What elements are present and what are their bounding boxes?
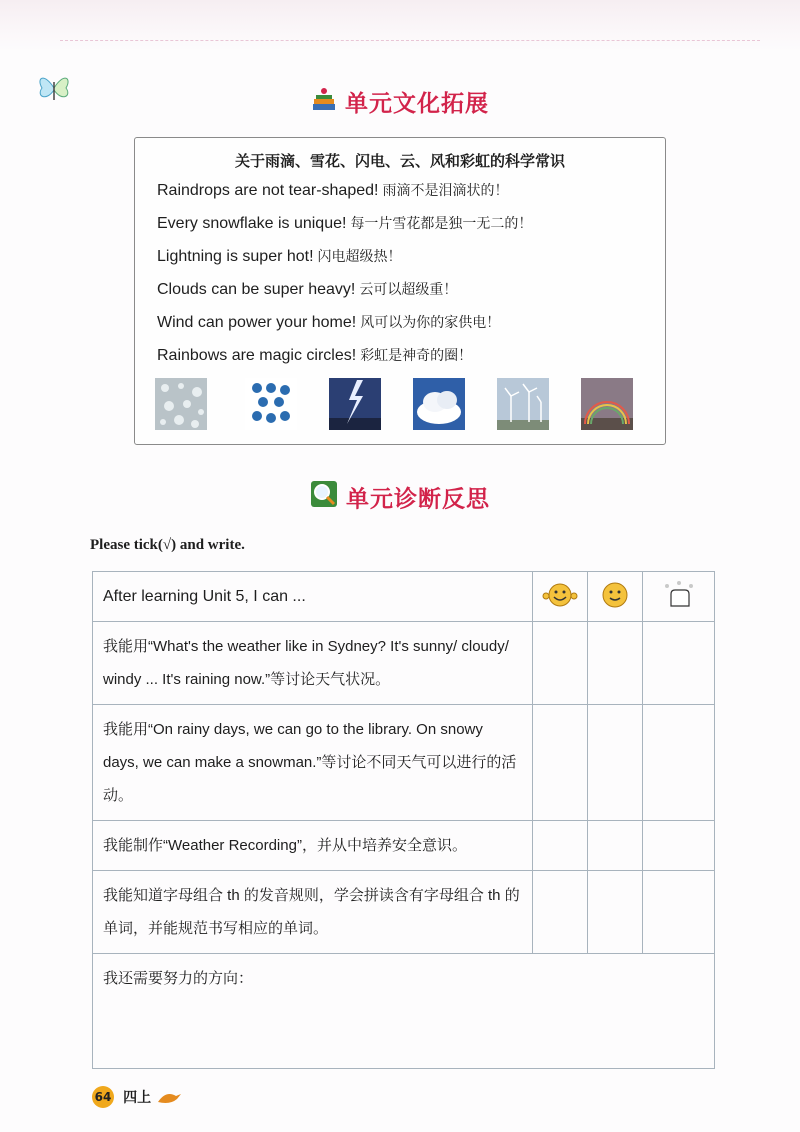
clouds-photo <box>413 378 465 430</box>
row-3-tick-try-harder[interactable] <box>643 821 715 871</box>
culture-heading: 单元文化拓展 <box>0 85 800 118</box>
try-harder-hand-icon <box>659 580 699 610</box>
rating-header-try-harder <box>643 572 715 622</box>
row-2-tick-good[interactable] <box>588 705 643 821</box>
grade-label: 四上 <box>123 1090 152 1106</box>
row-3-tick-excellent[interactable] <box>533 821 588 871</box>
culture-facts-box <box>134 137 666 445</box>
improvement-row <box>93 954 715 1069</box>
row-2-tick-try-harder[interactable] <box>643 705 715 821</box>
table-row <box>93 622 715 705</box>
excellent-face-icon <box>542 580 578 610</box>
row-4-tick-excellent[interactable] <box>533 871 588 954</box>
good-face-icon <box>600 580 630 610</box>
magnifier-icon <box>310 480 338 514</box>
diagnosis-heading: 单元诊断反思 <box>0 480 800 514</box>
row-1-tick-good[interactable] <box>588 622 643 705</box>
row-3-tick-good[interactable] <box>588 821 643 871</box>
row-3-description: 我能制作“Weather Recording”，并从中培养安全意识。 <box>93 821 533 871</box>
fact-rainbows: Rainbows are magic circles! 彩虹是神奇的圈！ <box>157 347 473 364</box>
culture-facts-title: 关于雨滴、雪花、闪电、云、风和彩虹的科学常识 <box>234 152 565 170</box>
fact-raindrops: Raindrops are not tear-shaped! 雨滴不是泪滴状的！ <box>157 182 509 199</box>
table-row <box>93 871 715 954</box>
books-icon <box>311 86 337 118</box>
lightning-photo <box>329 378 381 430</box>
raindrops-photo <box>155 378 207 430</box>
rainbow-photo <box>581 378 633 430</box>
table-row <box>93 821 715 871</box>
row-2-tick-excellent[interactable] <box>533 705 588 821</box>
fact-snowflake: Every snowflake is unique! 每一片雪花都是独一无二的！ <box>157 215 533 232</box>
improvement-write-area[interactable] <box>93 954 715 1069</box>
instruction-text: Please tick(√) and write. <box>90 537 245 553</box>
row-4-tick-try-harder[interactable] <box>643 871 715 954</box>
fact-wind: Wind can power your home! 风可以为你的家供电！ <box>157 314 501 331</box>
table-header-cell: After learning Unit 5, I can ... <box>93 572 533 622</box>
row-4-tick-good[interactable] <box>588 871 643 954</box>
row-1-tick-try-harder[interactable] <box>643 622 715 705</box>
row-1-description: 我能用“What's the weather like in Sydney? It's sunny/ cloudy/ windy ... It's raining now.”等讨论天气状况。 <box>93 622 533 705</box>
row-2-description: 我能用“On rainy days, we can go to the library. On snowy days, we can make a snowman.”等讨论不同天气可以进行的活动。 <box>93 705 533 821</box>
self-assessment-table <box>92 571 715 1069</box>
fact-lightning: Lightning is super hot! 闪电超级热！ <box>157 248 402 265</box>
wind-turbines-photo <box>497 378 549 430</box>
snowflakes-photo <box>245 378 297 430</box>
table-header-row <box>93 572 715 622</box>
top-decorative-border <box>0 0 800 52</box>
row-1-tick-excellent[interactable] <box>533 622 588 705</box>
page-footer <box>92 1086 182 1108</box>
page-number: 64 <box>92 1086 114 1108</box>
table-row <box>93 705 715 821</box>
bird-icon <box>156 1088 182 1106</box>
rating-header-good <box>588 572 643 622</box>
fact-clouds: Clouds can be super heavy! 云可以超级重！ <box>157 281 458 298</box>
rating-header-excellent <box>533 572 588 622</box>
row-4-description: 我能知道字母组合 th 的发音规则，学会拼读含有字母组合 th 的单词，并能规范书写相应的单词。 <box>93 871 533 954</box>
improvement-label: 我还需要努力的方向： <box>103 970 254 987</box>
